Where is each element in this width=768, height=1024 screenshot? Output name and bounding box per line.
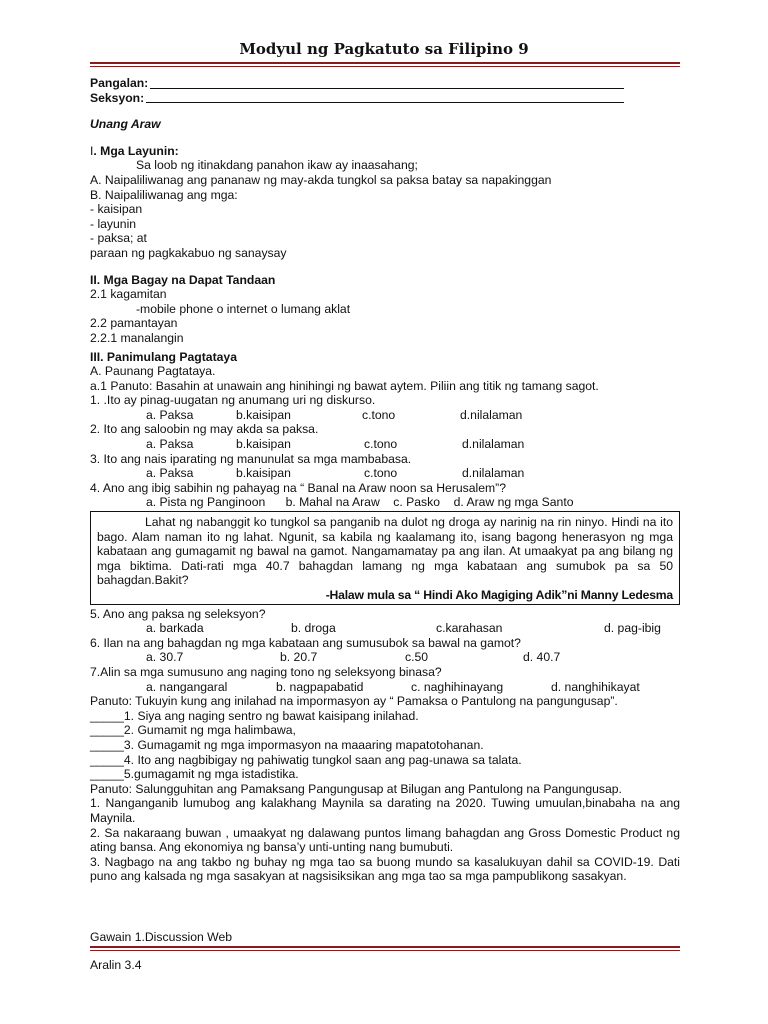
choice[interactable]: a. barkada: [146, 621, 204, 636]
choice[interactable]: b. droga: [291, 621, 336, 636]
objective-line: paraan ng pagkakabuo ng sanaysay: [90, 245, 287, 260]
section-1-prefix: I: [90, 143, 94, 158]
question-3: 3. Ito ang nais iparating ng manunulat sa mga mambabasa.: [90, 451, 412, 466]
paragraph-item: 1. Nanganganib lumubog ang kalakhang Maynila sa darating na 2020. Tuwing umuulan,binabaha na ang Maynila.: [90, 796, 680, 825]
section-1-heading: [90, 144, 680, 159]
paragraph-item: 2. Sa nakaraang buwan , umaakyat ng dalawang puntos limang bahagdan ang Gross Domestic Product ng ating bansa. Ang ekonomiya ng bansa’y unti-unting nang bumubuti.: [90, 825, 680, 855]
choice[interactable]: a. nangangaral: [146, 679, 228, 694]
identify-item[interactable]: _____4. Ito ang nagbibigay ng pahiwatig tungkol saan ang pag-unawa sa talata.: [90, 752, 522, 767]
choice[interactable]: c.tono: [364, 437, 398, 452]
name-blank[interactable]: [150, 88, 624, 89]
instructions-identify: Panuto: Tukuyin kung ang inilahad na impormasyon ay “ Pamaksa o Pantulong na pangungusap”.: [90, 694, 618, 709]
section-2-title: II. Mga Bagay na Dapat Tandaan: [90, 272, 276, 287]
instructions-a1: a.1 Panuto: Basahin at unawain ang hinihingi ng bawat aytem. Piliin ang titik ng tamang sagot.: [90, 378, 599, 393]
section-label: Seksyon:: [90, 90, 145, 105]
question-5-choices: [90, 621, 680, 636]
choice[interactable]: d.nilalaman: [462, 466, 525, 481]
question-7: 7.Alin sa mga sumusuno ang naging tono ng seleksyong binasa?: [90, 664, 442, 679]
question-4: 4. Ano ang ibig sabihin ng pahayag na “ Banal na Araw noon sa Herusalem”?: [90, 480, 507, 495]
pretest-label: A. Paunang Pagtataya.: [90, 364, 216, 379]
standards-detail: 2.2.1 manalangin: [90, 330, 184, 345]
question-4-choices[interactable]: a. Pista ng Panginoon b. Mahal na Araw c. Pasko d. Araw ng mga Santo: [146, 495, 574, 510]
question-7-choices: [90, 680, 680, 695]
section-field[interactable]: [90, 91, 680, 106]
materials-detail: -mobile phone o internet o lumang aklat: [136, 301, 351, 316]
question-2: 2. Ito ang saloobin ng may akda sa paksa.: [90, 422, 319, 437]
choice[interactable]: c.50: [405, 650, 429, 665]
document-body: [90, 76, 680, 884]
section-1-title: . Mga Layunin:: [93, 143, 179, 158]
objective-line: A. Naipaliliwanag ang pananaw ng may-akda tungkol sa paksa batay sa napakinggan: [90, 172, 552, 187]
choice[interactable]: d. 40.7: [523, 650, 561, 665]
choice[interactable]: c.karahasan: [436, 621, 503, 636]
module-title: Modyul ng Pagkatuto sa Filipino 9: [239, 40, 529, 58]
question-2-choices: [90, 437, 680, 452]
lesson-label: Aralin 3.4: [90, 958, 142, 972]
paragraph-item: 3. Nagbago na ang takbo ng buhay ng mga tao sa buong mundo sa kasalukuyan dahil sa COVID-19. Dati puno ang kalsada ng mga sasakyan at nagsisiksikan ang mga tao sa mga pampublikong sasakyan.: [90, 854, 680, 884]
section-blank[interactable]: [146, 102, 624, 103]
choice[interactable]: a. Paksa: [146, 466, 194, 481]
footer-rule: [90, 946, 680, 948]
name-label: Pangalan:: [90, 76, 149, 90]
choice[interactable]: a. Paksa: [146, 407, 194, 422]
objective-line: - paksa; at: [90, 231, 147, 246]
choice[interactable]: a. Paksa: [146, 437, 194, 452]
question-3-choices: [90, 466, 680, 481]
header-rule-thin: [90, 66, 680, 67]
objectives-intro: Sa loob ng itinakdang panahon ikaw ay inaasahang;: [136, 158, 418, 173]
footer-rule-thin: [90, 950, 680, 951]
choice[interactable]: a. 30.7: [146, 650, 184, 665]
name-field[interactable]: [90, 76, 680, 91]
choice[interactable]: b.kaisipan: [236, 437, 291, 452]
question-1-choices: [90, 408, 680, 423]
passage-attribution: -Halaw mula sa “ Hindi Ako Magiging Adik”ni Manny Ledesma: [325, 588, 673, 602]
choice[interactable]: b. nagpapabatid: [276, 679, 364, 694]
question-1: 1. .Ito ay pinag-uugatan ng anumang uri ng diskurso.: [90, 393, 376, 408]
day-heading: Unang Araw: [90, 117, 161, 132]
activity-label: Gawain 1.Discussion Web: [90, 930, 233, 944]
objective-line: - layunin: [90, 216, 137, 231]
choice[interactable]: d. nanghihikayat: [551, 679, 640, 694]
choice[interactable]: b. 20.7: [280, 650, 318, 665]
identify-item[interactable]: _____3. Gumagamit ng mga impormasyon na maaaring mapatotohanan.: [90, 737, 484, 752]
identify-item[interactable]: _____2. Gumamit ng mga halimbawa,: [90, 723, 296, 738]
choice[interactable]: d. pag-ibig: [604, 621, 661, 636]
standards-line: 2.2 pamantayan: [90, 316, 178, 331]
reading-passage-box: [90, 511, 680, 605]
choice[interactable]: d.nilalaman: [462, 437, 525, 452]
identify-item[interactable]: _____5.gumagamit ng mga istadistika.: [90, 767, 299, 782]
objective-line: - kaisipan: [90, 202, 143, 217]
question-6: 6. Ilan na ang bahagdan ng mga kabataan ang sumusubok sa bawal na gamot?: [90, 635, 521, 650]
materials-line: 2.1 kagamitan: [90, 287, 167, 302]
objective-line: B. Naipaliliwanag ang mga:: [90, 187, 238, 202]
choice[interactable]: b.kaisipan: [236, 407, 291, 422]
instructions-underline: Panuto: Salungguhitan ang Pamaksang Pangungusap at Bilugan ang Pantulong na Pangungusap.: [90, 781, 622, 796]
choice[interactable]: b.kaisipan: [236, 466, 291, 481]
choice[interactable]: c. naghihinayang: [411, 679, 504, 694]
identify-item[interactable]: _____1. Siya ang naging sentro ng bawat kaisipang inilahad.: [90, 708, 419, 723]
choice[interactable]: c.tono: [364, 466, 398, 481]
choice[interactable]: c.tono: [362, 407, 396, 422]
question-5: 5. Ano ang paksa ng seleksyon?: [90, 606, 266, 621]
passage-text: Lahat ng nabanggit ko tungkol sa panganib na dulot ng droga ay narinig na rin ninyo. Hindi na ito bago. Alam naman ito ng lahat. Ngunit, sa kabila ng kaalamang ito, isang bagong henerasyon ng mga kabataan ang gumagamit ng bawal na gamot. Nangamamatay pa ang ilan. At umaakyat pa ang bilang ng mga biktima. Dati-rati mga 40.7 bahagdan lamang ng mga kabataan ang sumubok pa sa 50 bahagdan.Bakit?: [97, 515, 673, 588]
section-3-title: III. Panimulang Pagtataya: [90, 349, 237, 364]
header-rule: [90, 62, 680, 64]
question-6-choices: [90, 650, 680, 665]
choice[interactable]: d.nilalaman: [460, 407, 523, 422]
